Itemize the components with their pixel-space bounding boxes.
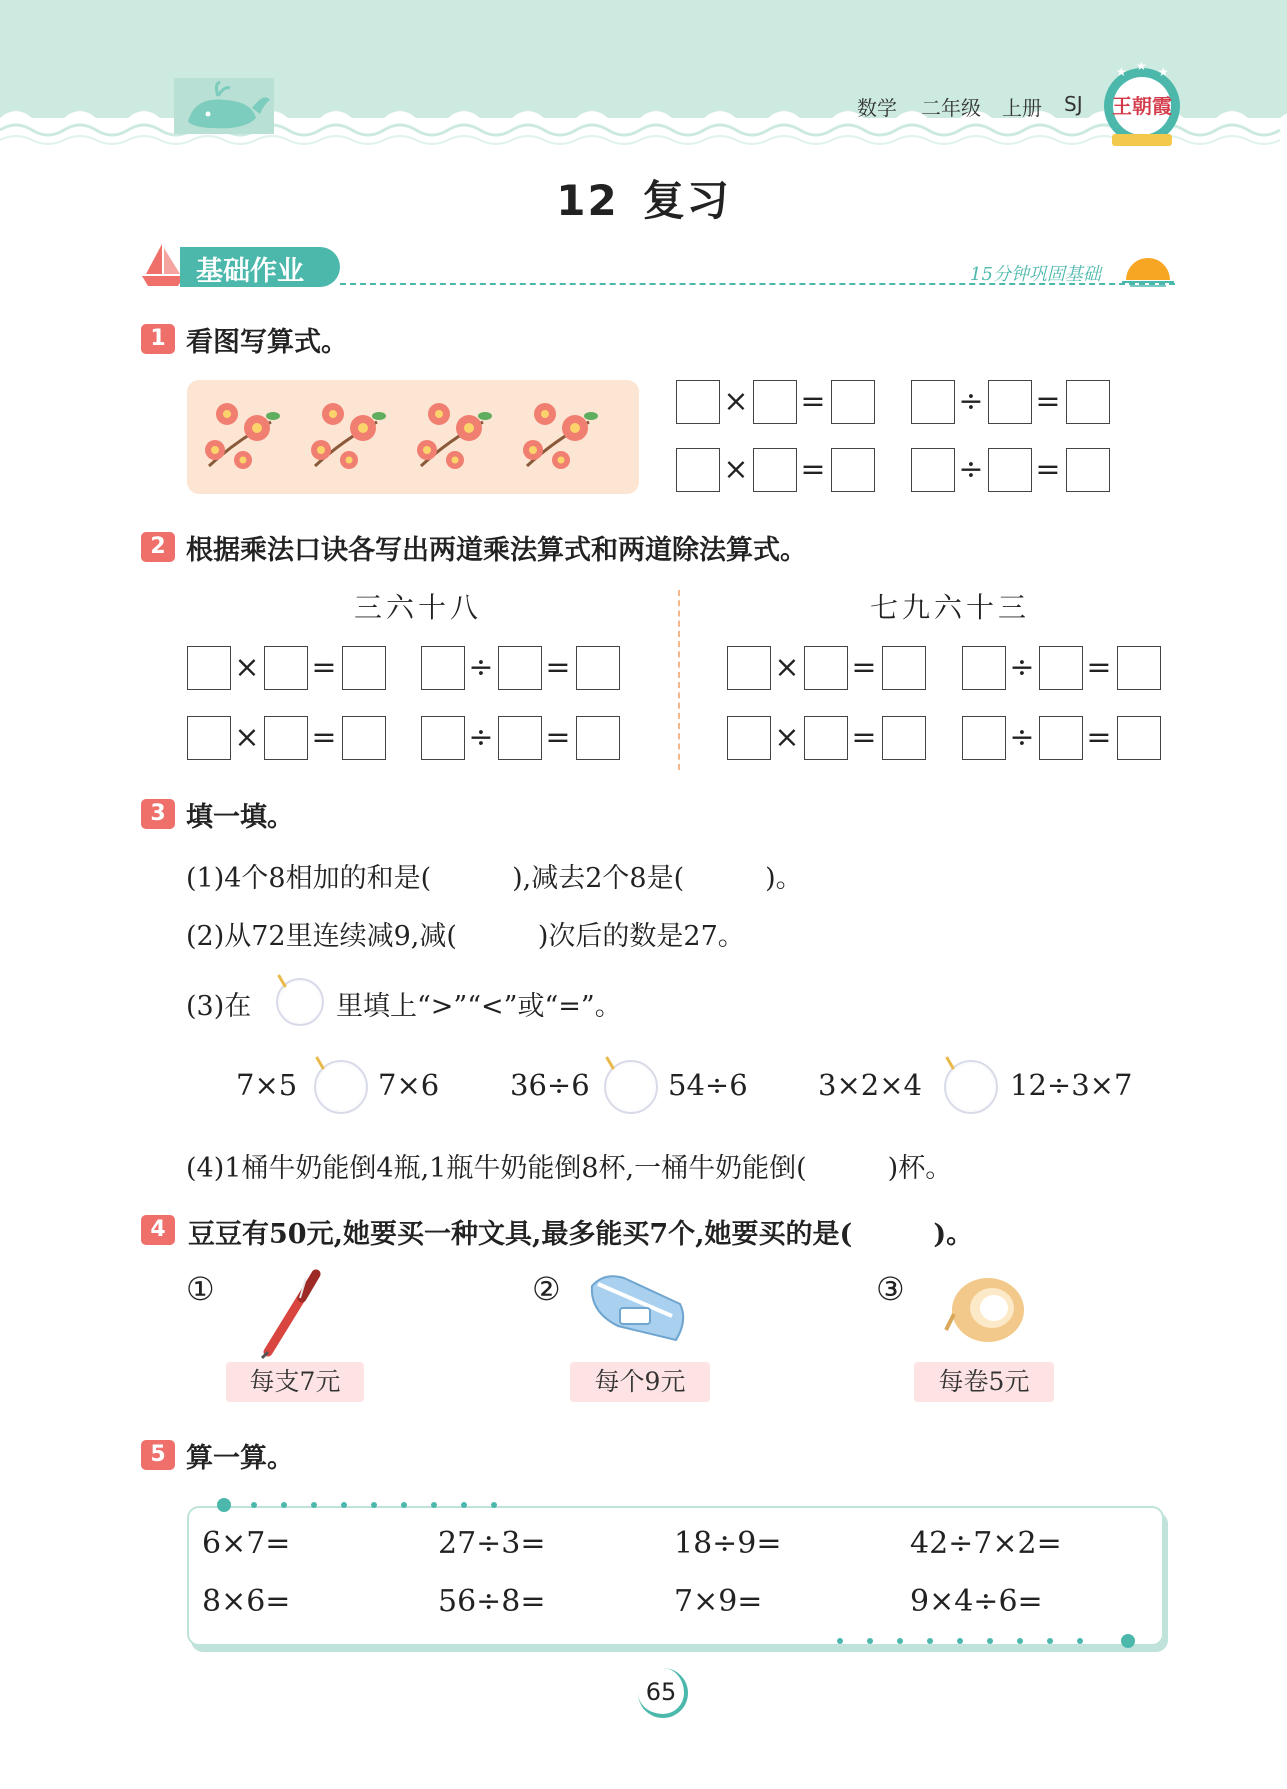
answer-box[interactable] [1066, 448, 1110, 492]
svg-text:★: ★ [1136, 62, 1147, 73]
times-sign: × [234, 650, 260, 685]
divide-sign: ÷ [468, 650, 494, 685]
section-hint: 15分钟巩固基础 [970, 264, 1101, 285]
question-2-number: 2 [141, 532, 175, 562]
sunset-icon [1122, 252, 1174, 288]
question-3-number: 3 [141, 799, 175, 829]
equals-sign: = [545, 720, 571, 755]
answer-box[interactable] [421, 716, 465, 760]
calc-item: 27÷3= [438, 1526, 546, 1561]
logo-text: 王朝霞 [1112, 94, 1172, 118]
page-number [638, 1668, 688, 1718]
dotted-decoration-bottom [830, 1632, 1140, 1650]
compare-right: 12÷3×7 [1010, 1068, 1133, 1102]
equals-sign: = [1035, 452, 1061, 487]
header-grade: 二年级 [921, 96, 981, 120]
equals-sign: = [851, 650, 877, 685]
answer-box[interactable] [342, 646, 386, 690]
price-tag: 每支7元 [226, 1362, 364, 1402]
answer-box[interactable] [264, 646, 308, 690]
answer-box[interactable] [676, 448, 720, 492]
answer-box[interactable] [1039, 716, 1083, 760]
pencil-case-icon [584, 1270, 690, 1350]
dotted-decoration-top [214, 1496, 524, 1514]
divide-sign: ÷ [958, 384, 984, 419]
calc-item: 42÷7×2= [910, 1526, 1062, 1561]
compare-circle[interactable] [314, 1060, 368, 1114]
compare-left: 3×2×4 [818, 1068, 922, 1102]
equals-sign: = [800, 384, 826, 419]
question-5-number: 5 [141, 1440, 175, 1470]
compare-circle[interactable] [944, 1060, 998, 1114]
pen-icon [256, 1268, 326, 1360]
answer-box[interactable] [727, 716, 771, 760]
answer-box[interactable] [264, 716, 308, 760]
price-tag: 每卷5元 [914, 1362, 1054, 1402]
rhyme-right: 七九六十三 [870, 591, 1031, 624]
question-1-number: 1 [141, 324, 175, 354]
option-mark: ③ [876, 1270, 905, 1308]
times-sign: × [723, 452, 749, 487]
tape-icon [944, 1270, 1030, 1350]
brand-logo [1102, 62, 1182, 150]
divide-sign: ÷ [1009, 720, 1035, 755]
divide-sign: ÷ [1009, 650, 1035, 685]
times-sign: × [723, 384, 749, 419]
calc-item: 9×4÷6= [910, 1584, 1043, 1619]
calc-item: 56÷8= [438, 1584, 546, 1619]
equals-sign: = [545, 650, 571, 685]
equals-sign: = [1086, 720, 1112, 755]
equals-sign: = [1035, 384, 1061, 419]
svg-text:★: ★ [1158, 65, 1169, 79]
answer-box[interactable] [1066, 380, 1110, 424]
q3-part-3-suffix: 里填上“>”“<”或“=”。 [336, 991, 622, 1022]
calc-item: 6×7= [202, 1526, 291, 1561]
answer-box[interactable] [911, 380, 955, 424]
times-sign: × [774, 720, 800, 755]
answer-box[interactable] [804, 646, 848, 690]
answer-box[interactable] [1039, 646, 1083, 690]
answer-box[interactable] [727, 646, 771, 690]
question-5-text: 算一算。 [186, 1443, 294, 1474]
answer-box[interactable] [498, 646, 542, 690]
answer-box[interactable] [988, 380, 1032, 424]
option-mark: ① [186, 1270, 215, 1308]
question-1-text: 看图写算式。 [186, 327, 348, 358]
answer-box[interactable] [421, 646, 465, 690]
answer-box[interactable] [882, 716, 926, 760]
compare-left: 36÷6 [510, 1068, 590, 1102]
lesson-number: 12 [556, 176, 619, 225]
flower-branches-icon [187, 380, 639, 494]
answer-box[interactable] [962, 646, 1006, 690]
compare-circle-sample [276, 978, 324, 1026]
question-4-number: 4 [141, 1215, 175, 1245]
answer-box[interactable] [804, 716, 848, 760]
flower-picture [187, 380, 639, 494]
answer-box[interactable] [831, 448, 875, 492]
answer-box[interactable] [753, 380, 797, 424]
equals-sign: = [311, 650, 337, 685]
q2-divider [678, 590, 680, 770]
divide-sign: ÷ [958, 452, 984, 487]
answer-box[interactable] [753, 448, 797, 492]
compare-circle[interactable] [604, 1060, 658, 1114]
header-edition: SJ [1064, 92, 1083, 116]
section-banner [180, 247, 340, 287]
option-mark: ② [532, 1270, 561, 1308]
q3-part-2: (2)从72里连续减9,减( )次后的数是27。 [186, 921, 745, 952]
whale-icon [174, 78, 274, 134]
equals-sign: = [1086, 650, 1112, 685]
q3-part-4: (4)1桶牛奶能倒4瓶,1瓶牛奶能倒8杯,一桶牛奶能倒( )杯。 [186, 1153, 953, 1184]
answer-box[interactable] [576, 646, 620, 690]
price-tag: 每个9元 [570, 1362, 710, 1402]
svg-text:★: ★ [1116, 65, 1127, 79]
calc-item: 8×6= [202, 1584, 291, 1619]
q3-part-3-prefix: (3)在 [186, 991, 252, 1022]
answer-box[interactable] [1117, 646, 1161, 690]
page-title [0, 168, 1287, 228]
section-label: 基础作业 [196, 256, 304, 287]
compare-right: 7×6 [378, 1068, 440, 1102]
question-2-text: 根据乘法口诀各写出两道乘法算式和两道除法算式。 [186, 535, 807, 566]
header-volume: 上册 [1002, 96, 1042, 120]
calc-item: 7×9= [674, 1584, 763, 1619]
rhyme-left: 三六十八 [354, 591, 483, 624]
question-3-text: 填一填。 [186, 802, 294, 833]
times-sign: × [234, 720, 260, 755]
answer-box[interactable] [676, 380, 720, 424]
answer-box[interactable] [187, 646, 231, 690]
equals-sign: = [800, 452, 826, 487]
answer-box[interactable] [988, 448, 1032, 492]
answer-box[interactable] [187, 716, 231, 760]
times-sign: × [774, 650, 800, 685]
q3-part-1: (1)4个8相加的和是( ),减去2个8是( )。 [186, 863, 803, 894]
equals-sign: = [311, 720, 337, 755]
answer-box[interactable] [498, 716, 542, 760]
page-number-text: 65 [645, 1678, 677, 1706]
calc-item: 18÷9= [674, 1526, 782, 1561]
answer-box[interactable] [962, 716, 1006, 760]
answer-box[interactable] [1117, 716, 1161, 760]
divide-sign: ÷ [468, 720, 494, 755]
header-subject: 数学 [857, 96, 897, 120]
answer-box[interactable] [831, 380, 875, 424]
question-4-text: 豆豆有50元,她要买一种文具,最多能买7个,她要买的是( )。 [188, 1219, 974, 1250]
answer-box[interactable] [342, 716, 386, 760]
equals-sign: = [851, 720, 877, 755]
answer-box[interactable] [882, 646, 926, 690]
compare-right: 54÷6 [668, 1068, 748, 1102]
lesson-title: 复习 [642, 176, 731, 225]
answer-box[interactable] [911, 448, 955, 492]
answer-box[interactable] [576, 716, 620, 760]
compare-left: 7×5 [236, 1068, 298, 1102]
